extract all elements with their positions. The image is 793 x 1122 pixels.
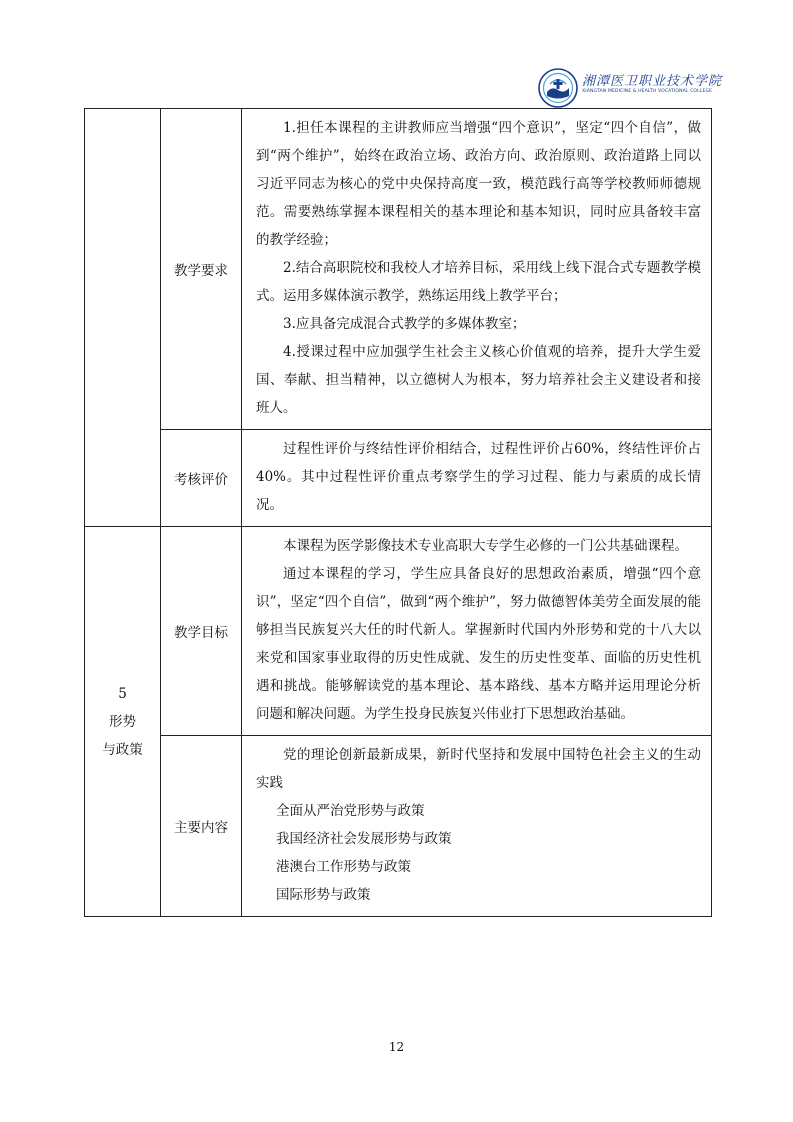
row-label: 教学目标 <box>161 527 242 736</box>
row-label: 考核评价 <box>161 430 242 527</box>
category-title-line1: 形势 <box>109 713 136 730</box>
category-title-line2: 与政策 <box>102 741 143 758</box>
category-cell-continued <box>85 109 161 527</box>
row-content <box>242 109 712 430</box>
requirement-paragraph: 2.结合高职院校和我校人才培养目标，采用线上线下混合式专题教学模式。运用多媒体演示教学，熟练运用线上教学平台； <box>256 260 701 304</box>
row-content <box>242 527 712 736</box>
table-row <box>85 430 712 527</box>
assessment-paragraph: 过程性评价与终结性评价相结合，过程性评价占60%，终结性评价占40%。其中过程性评价重点考察学生的学习过程、能力与素质的成长情况。 <box>256 441 701 513</box>
table-row <box>85 527 712 736</box>
page-number: 12 <box>388 1040 405 1054</box>
objective-paragraph: 通过本课程的学习，学生应具备良好的思想政治素质，增强“四个意识”，坚定“四个自信”，做到“两个维护”，努力做德智体美劳全面发展的能够担当民族复兴大任的时代新人。掌握新时代国内外形势和党的十八大以来党和国家事业取得的历史性成就、发生的历史性变革、面临的历史性机遇和挑战。能够解读党的基本理论、基本路线、基本方略并运用理论分析问题和解决问题。为学生投身民族复兴伟业打下思想政治基础。 <box>256 566 701 722</box>
objective-paragraph: 本课程为医学影像技术专业高职大专学生必修的一门公共基础课程。 <box>283 538 688 554</box>
content-item: 我国经济社会发展形势与政策 <box>276 831 452 847</box>
category-number: 5 <box>118 685 127 702</box>
category-cell <box>85 527 161 917</box>
table-row <box>85 109 712 430</box>
content-item: 全面从严治党形势与政策 <box>276 803 425 819</box>
requirement-paragraph: 4.授课过程中应加强学生社会主义核心价值观的培养，提升大学生爱国、奉献、担当精神，以立德树人为根本，努力培养社会主义建设者和接班人。 <box>256 344 701 416</box>
row-content <box>242 736 712 917</box>
table-row <box>85 736 712 917</box>
row-content <box>242 430 712 527</box>
college-logo <box>538 68 723 108</box>
college-name: 湘潭医卫职业技术学院 <box>582 74 723 89</box>
requirement-paragraph: 1.担任本课程的主讲教师应当增强“四个意识”，坚定“四个自信”，做到“两个维护”，始终在政治立场、政治方向、政治原则、政治道路上同以习近平同志为核心的党中央保持高度一致，模范践行高等学校教师师德规范。需要熟练掌握本课程相关的基本理论和基本知识，同时应具备较丰富的教学经验； <box>256 120 701 248</box>
content-item: 港澳台工作形势与政策 <box>276 859 411 875</box>
requirement-paragraph: 3.应具备完成混合式教学的多媒体教室； <box>283 316 526 332</box>
course-table <box>84 108 712 917</box>
content-item: 国际形势与政策 <box>276 887 371 903</box>
content-intro: 党的理论创新最新成果，新时代坚持和发展中国特色社会主义的生动实践 <box>256 747 701 791</box>
row-label: 教学要求 <box>161 109 242 430</box>
row-label: 主要内容 <box>161 736 242 917</box>
college-name-en: XIANGTAN MEDICINE & HEALTH VOCATIONAL COLLEGE <box>582 89 713 94</box>
college-emblem-icon <box>538 68 578 108</box>
